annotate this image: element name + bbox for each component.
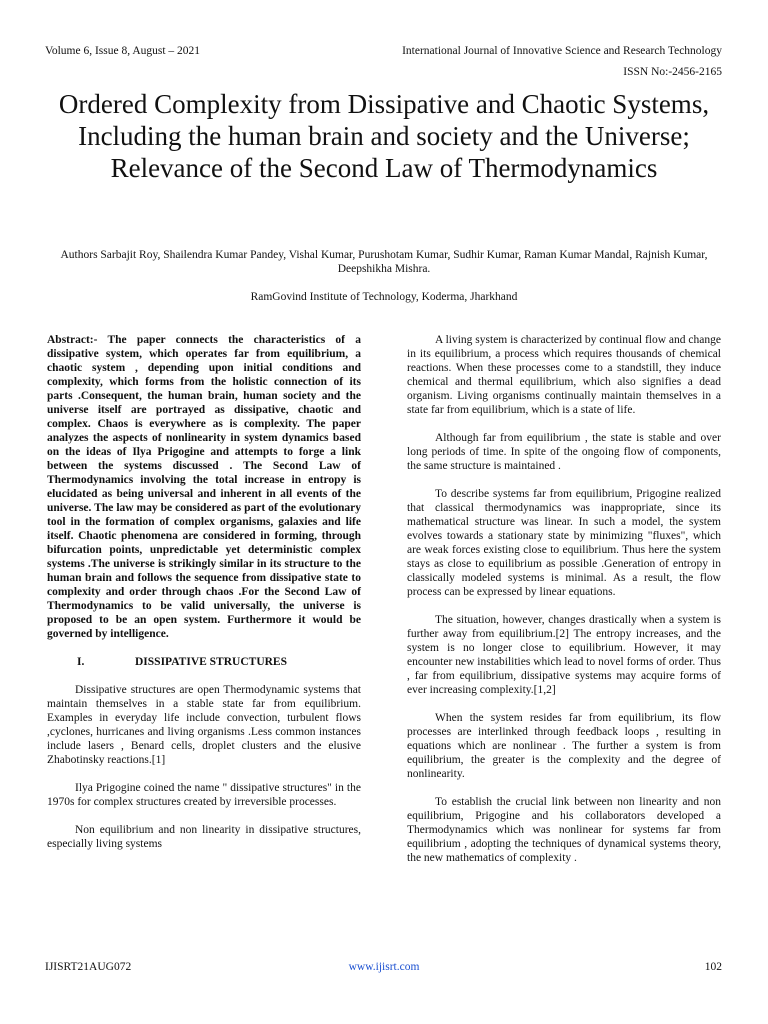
author-list: Authors Sarbajit Roy, Shailendra Kumar Pandey, Vishal Kumar, Purushotam Kumar, Sudhir Kumar, Raman Kumar Mandal, Rajnish Kumar, Deepshikha Mishra.	[60, 249, 708, 275]
issn-number: ISSN No:-2456-2165	[623, 66, 722, 78]
body-paragraph: A living system is characterized by continual flow and change in its equilibrium, a process which requires thousands of chemical reactions. When these processes come to a standstill, they induce chemical and thermal equilibrium, which also signifies a dead organism. Living organisms continually maintain themselves in a state far from equilibrium, which is a state of life.	[407, 334, 721, 416]
body-paragraph: Dissipative structures are open Thermodynamic systems that maintain themselves in a stable state far from equilibrium. Examples in everyday life include convection, turbulent flows ,cyclones, hurricanes and living organisms .Less common instances include lasers , Benard cells, droplet clusters and the elusive Zhabotinsky reactions.[1]	[47, 684, 361, 766]
body-paragraph: The situation, however, changes drastically when a system is further away from equilibrium.[2] The entropy increases, and the system is no longer close to equilibrium. However, it may encounter new instabilities which lead to novel forms of order. Thus , far from equilibrium, dissipative systems may acquire forms of ever increasing complexity.[1,2]	[407, 614, 721, 696]
paper-title: Ordered Complexity from Dissipative and Chaotic Systems, Including the human brain and society and the Universe; Relevance of the Second Law of Thermodynamics	[58, 89, 710, 183]
volume-issue: Volume 6, Issue 8, August – 2021	[45, 45, 201, 57]
section-heading	[47, 655, 361, 669]
abstract: Abstract:- The paper connects the characteristics of a dissipative system, which operates far from equilibrium, a chaotic system , depending upon initial conditions and complexity, which forms from the holistic connection of its parts .Consequent, the human brain, human society and the universe itself are portrayed as dissipative, chaotic and complex. Chaos is everywhere as is complexity. The paper analyzes the aspects of nonlinearity in system dynamics based on the ideas of Ilya Prigogine and attempts to forge a link between the systems discussed . The Second Law of Thermodynamics involving the total increase in entropy is elucidated as being universal and inherent in all events of the universe. The law may be considered as part of the evolutionary tool in the formation of complex organisms, galaxies and life itself. Chaotic phenomena are considered in forming, through bifurcation points, unpredictable yet deterministic complex systems .The universe is strikingly similar in its structure to the human brain and follows the sequence from dissipative state to complexity and order through chaos .For the Second Law of Thermodynamics to be valid universally, the universe is proposed to be an open system. Furthermore it would be governed by intelligence.	[47, 334, 361, 640]
website-link[interactable]: www.ijisrt.com	[348, 961, 420, 973]
section-title: DISSIPATIVE STRUCTURES	[135, 656, 287, 668]
body-paragraph: When the system resides far from equilibrium, its flow processes are interlinked through feedback loops , resulting in equations which are nonlinear . The further a system is from equilibrium, the greater is the complexity and the degree of nonlinearity.	[407, 712, 721, 780]
body-paragraph: To describe systems far from equilibrium, Prigogine realized that classical thermodynamics was inappropriate, since its mathematical structure was linear. In such a model, the system evolves towards a stationary state by minimizing "fluxes", which are weak forces existing close to equilibrium. Thus here the system stays as close to equilibrium as possible .Generation of entropy in classically modeled systems is minimal. As a result, the flow process can be expressed by linear equations.	[407, 488, 721, 598]
body-paragraph: Ilya Prigogine coined the name " dissipative structures" in the 1970s for complex structures created by irreversible processes.	[47, 782, 361, 808]
journal-name: International Journal of Innovative Science and Research Technology	[402, 45, 722, 57]
body-paragraph: Non equilibrium and non linearity in dissipative structures, especially living systems	[47, 824, 361, 850]
body-paragraph: Although far from equilibrium , the state is stable and over long periods of time. In spite of the ongoing flow of components, the same structure is maintained .	[407, 432, 721, 472]
paper-id: IJISRT21AUG072	[45, 961, 132, 973]
page-number: 102	[704, 961, 722, 973]
left-column	[47, 333, 361, 865]
body-paragraph: To establish the crucial link between non linearity and non equilibrium, Prigogine and his collaborators developed a Thermodynamics which was nonlinear for systems far from equilibrium , adopting the techniques of dynamical systems theory, the new mathematics of complexity .	[407, 796, 721, 864]
institution: RamGovind Institute of Technology, Koderma, Jharkhand	[250, 291, 518, 303]
section-number: I.	[77, 656, 85, 668]
right-column	[407, 333, 721, 879]
